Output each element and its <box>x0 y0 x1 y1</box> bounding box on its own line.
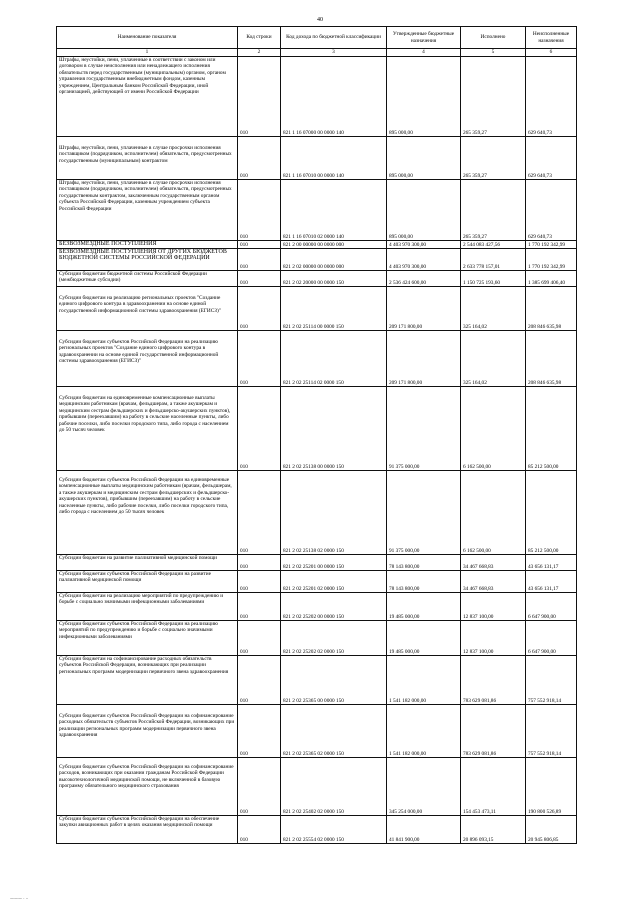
indicator-name: Субсидии бюджетам субъектов Российской Федерации на софинансирование расходов, возникающих при оказании гражданам Российской Федерации высокотехнологичной медицинской помощи, не включенной в базовую программу обязательного медицинского страхования <box>57 758 238 816</box>
indicator-name: Субсидии бюджетам на развитие паллиативной медицинской помощи <box>57 555 238 571</box>
line-code: 010 <box>238 137 281 180</box>
executed-amount: 783 629 081,86 <box>461 656 526 705</box>
approved-amount: 895 000,00 <box>387 137 461 180</box>
indicator-name: Штрафы, неустойки, пени, уплаченные в случае просрочки исполнения поставщиком (подрядчиком, исполнителем) обязательств, предусмотренных государственным (муниципальным) контрактом <box>57 137 238 180</box>
page-number: 40 <box>317 17 323 23</box>
line-code: 010 <box>238 571 281 593</box>
budget-code: 821 2 00 00000 00 0000 000 <box>281 241 387 249</box>
table-row <box>57 249 577 271</box>
line-code: 010 <box>238 758 281 816</box>
approved-amount: 1 541 182 000,00 <box>387 705 461 758</box>
unexecuted-amount: 1 770 192 342,99 <box>526 241 577 249</box>
executed-amount: 325 164,02 <box>461 331 526 387</box>
indicator-name: Субсидии бюджетам на реализацию региональных проектов "Создание единого цифрового контура в здравоохранении на основе единой государственной информационной системы здравоохранения (ЕГИСЗ)" <box>57 287 238 331</box>
budget-code: 821 2 02 25201 00 0000 150 <box>281 555 387 571</box>
unexecuted-amount: 629 640,73 <box>526 137 577 180</box>
unexecuted-amount: 85 212 500,00 <box>526 471 577 555</box>
column-number: 2 <box>238 49 281 57</box>
column-number-row <box>57 49 577 57</box>
indicator-name: Субсидии бюджетам субъектов Российской Федерации на реализацию мероприятий по предупреждению и борьбе с социально значимыми инфекционными заболеваниями <box>57 621 238 656</box>
indicator-name: Субсидии бюджетам субъектов Российской Федерации на обеспечение закупки авиационных работ в целях оказания медицинской помощи <box>57 816 238 844</box>
approved-amount: 19 485 000,00 <box>387 593 461 621</box>
budget-code: 821 2 02 25138 02 0000 150 <box>281 471 387 555</box>
unexecuted-amount: 1 385 699 406,40 <box>526 271 577 287</box>
unexecuted-amount: 43 656 131,17 <box>526 571 577 593</box>
executed-amount: 154 453 473,11 <box>461 758 526 816</box>
line-code: 010 <box>238 331 281 387</box>
budget-code: 821 2 02 25202 02 0000 150 <box>281 621 387 656</box>
table-row <box>57 57 577 137</box>
unexecuted-amount: 757 552 918,14 <box>526 705 577 758</box>
line-code: 010 <box>238 555 281 571</box>
indicator-name: БЕЗВОЗМЕЗДНЫЕ ПОСТУПЛЕНИЯ <box>57 241 238 249</box>
line-code: 010 <box>238 621 281 656</box>
approved-amount: 4 403 970 300,00 <box>387 249 461 271</box>
unexecuted-amount: 629 640,73 <box>526 180 577 241</box>
indicator-name: Субсидии бюджетам на единовременные компенсационные выплаты медицинским работникам (врачам, фельдшерам, а также акушеркам и медицинским сестрам фельдшерских и фельдшерско-акушерских пунктов), прибывшим (переехавшим) на работу в сельские населенные пункты, либо рабочие поселки, либо поселки городского типа, либо города с населением до 50 тысяч человек <box>57 387 238 471</box>
budget-code: 821 2 02 25365 02 0000 150 <box>281 705 387 758</box>
budget-code: 821 2 02 25114 02 0000 150 <box>281 331 387 387</box>
column-number: 4 <box>387 49 461 57</box>
executed-amount: 325 164,02 <box>461 287 526 331</box>
executed-amount: 2 544 083 427,56 <box>461 241 526 249</box>
table-row <box>57 571 577 593</box>
table-row <box>57 593 577 621</box>
approved-amount: 1 541 182 000,00 <box>387 656 461 705</box>
unexecuted-amount: 43 656 131,17 <box>526 555 577 571</box>
unexecuted-amount: 1 770 192 342,99 <box>526 249 577 271</box>
approved-amount: 91 375 000,00 <box>387 387 461 471</box>
executed-amount: 12 837 100,00 <box>461 621 526 656</box>
column-number: 1 <box>57 49 238 57</box>
table-row <box>57 816 577 844</box>
budget-code: 821 1 16 07010 00 0000 140 <box>281 137 387 180</box>
line-code: 010 <box>238 656 281 705</box>
line-code: 010 <box>238 471 281 555</box>
budget-code: 821 2 02 25365 00 0000 150 <box>281 656 387 705</box>
table-row <box>57 387 577 471</box>
executed-amount: 34 467 668,83 <box>461 571 526 593</box>
executed-amount: 265 359,27 <box>461 137 526 180</box>
executed-amount: 2 633 778 157,01 <box>461 249 526 271</box>
line-code: 010 <box>238 387 281 471</box>
executed-amount: 12 837 100,00 <box>461 593 526 621</box>
line-code: 010 <box>238 816 281 844</box>
unexecuted-amount: 629 640,73 <box>526 57 577 137</box>
column-header-line-code: Код строки <box>238 27 281 49</box>
unexecuted-amount: 757 552 918,14 <box>526 656 577 705</box>
budget-execution-table <box>56 26 577 844</box>
approved-amount: 895 000,00 <box>387 57 461 137</box>
budget-code: 821 2 02 25554 02 0000 150 <box>281 816 387 844</box>
column-header-unexecuted: Неисполненные назначения <box>526 27 577 49</box>
table-row <box>57 758 577 816</box>
indicator-name: Субсидии бюджетам на реализацию мероприятий по предупреждению и борьбе с социально значимыми инфекционными заболеваниями <box>57 593 238 621</box>
unexecuted-amount: 20 945 806,85 <box>526 816 577 844</box>
indicator-name: Штрафы, неустойки, пени, уплаченные в соответствии с законом или договором в случае неисполнения или ненадлежащего исполнения обязательств перед государственным (муниципальным) органом, органом управления государственным внебюджетным фондом, казенным учреждением, Центральным банком Российской Федерации, иной организацией, действующей от имени Российской Федерации <box>57 57 238 137</box>
approved-amount: 895 000,00 <box>387 180 461 241</box>
line-code: 010 <box>238 271 281 287</box>
column-number: 6 <box>526 49 577 57</box>
column-header-approved: Утвержденные бюджетные назначения <box>387 27 461 49</box>
unexecuted-amount: 190 800 526,89 <box>526 758 577 816</box>
budget-code: 821 2 02 25201 02 0000 150 <box>281 571 387 593</box>
column-number: 3 <box>281 49 387 57</box>
unexecuted-amount: 208 846 635,98 <box>526 287 577 331</box>
indicator-name: Штрафы, неустойки, пени, уплаченные в случае просрочки исполнения поставщиком (подрядчиком, исполнителем) обязательств, предусмотренных государственным контрактом, заключенным государственным органом субъекта Российской Федерации, казенным учреждением субъекта Российской Федерации <box>57 180 238 241</box>
column-number: 5 <box>461 49 526 57</box>
table-row <box>57 271 577 287</box>
table-row <box>57 180 577 241</box>
line-code: 010 <box>238 241 281 249</box>
indicator-name: Субсидии бюджетам субъектов Российской Федерации на развитие паллиативной медицинской помощи <box>57 571 238 593</box>
table-row <box>57 555 577 571</box>
table-row <box>57 137 577 180</box>
table-row <box>57 287 577 331</box>
scan-footer-mark: ——— · ·· <box>10 896 29 901</box>
indicator-name: Субсидии бюджетам бюджетной системы Российской Федерации (межбюджетные субсидии) <box>57 271 238 287</box>
executed-amount: 6 162 500,00 <box>461 387 526 471</box>
budget-code: 821 2 02 25202 00 0000 150 <box>281 593 387 621</box>
budget-code: 821 2 02 25114 00 0000 150 <box>281 287 387 331</box>
column-header-executed: Исполнено <box>461 27 526 49</box>
indicator-name: Субсидии бюджетам на софинансирование расходных обязательств субъектов Российской Федерации, возникающих при реализации региональных программ модернизации первичного звена здравоохранения <box>57 656 238 705</box>
approved-amount: 19 485 000,00 <box>387 621 461 656</box>
approved-amount: 41 841 900,00 <box>387 816 461 844</box>
unexecuted-amount: 208 846 635,98 <box>526 331 577 387</box>
budget-code: 821 2 02 00000 00 0000 000 <box>281 249 387 271</box>
unexecuted-amount: 6 647 900,00 <box>526 593 577 621</box>
table-row <box>57 331 577 387</box>
indicator-name: БЕЗВОЗМЕЗДНЫЕ ПОСТУПЛЕНИЯ ОТ ДРУГИХ БЮДЖЕТОВ БЮДЖЕТНОЙ СИСТЕМЫ РОССИЙСКОЙ ФЕДЕРАЦИИ <box>57 249 238 271</box>
line-code: 010 <box>238 249 281 271</box>
line-code: 010 <box>238 287 281 331</box>
budget-code: 821 2 02 20000 00 0000 150 <box>281 271 387 287</box>
executed-amount: 20 896 093,15 <box>461 816 526 844</box>
budget-code: 821 2 02 25402 02 0000 150 <box>281 758 387 816</box>
unexecuted-amount: 6 647 900,00 <box>526 621 577 656</box>
line-code: 010 <box>238 180 281 241</box>
executed-amount: 265 359,27 <box>461 180 526 241</box>
budget-code: 821 1 16 07010 02 0000 140 <box>281 180 387 241</box>
indicator-name: Субсидии бюджетам субъектов Российской Федерации на единовременные компенсационные выплаты медицинским работникам (врачам, фельдшерам, а также акушеркам и медицинским сестрам фельдшерских и фельдшерско-акушерских пунктов), прибывшим (переехавшим) на работу в сельские населенные пункты, либо рабочие поселки, либо поселки городского типа, либо города с населением до 50 тысяч человек <box>57 471 238 555</box>
approved-amount: 78 143 800,00 <box>387 555 461 571</box>
executed-amount: 265 359,27 <box>461 57 526 137</box>
table-row <box>57 705 577 758</box>
budget-code: 821 1 16 07000 00 0000 140 <box>281 57 387 137</box>
line-code: 010 <box>238 593 281 621</box>
indicator-name: Субсидии бюджетам субъектов Российской Федерации на реализацию региональных проектов "Создание единого цифрового контура в здравоохранении на основе единой государственной информационной системы здравоохранения (ЕГИСЗ)" <box>57 331 238 387</box>
table-header-row <box>57 27 577 49</box>
approved-amount: 209 171 800,00 <box>387 331 461 387</box>
column-header-name: Наименование показателя <box>57 27 238 49</box>
indicator-name: Субсидии бюджетам субъектов Российской Федерации на софинансирование расходных обязательств субъектов Российской Федерации, возникающих при реализации региональных программ модернизации первичного звена здравоохранения <box>57 705 238 758</box>
unexecuted-amount: 85 212 500,00 <box>526 387 577 471</box>
approved-amount: 91 375 000,00 <box>387 471 461 555</box>
line-code: 010 <box>238 705 281 758</box>
executed-amount: 783 629 081,86 <box>461 705 526 758</box>
approved-amount: 345 254 000,00 <box>387 758 461 816</box>
approved-amount: 4 403 970 300,00 <box>387 241 461 249</box>
approved-amount: 78 143 800,00 <box>387 571 461 593</box>
table-row <box>57 471 577 555</box>
table-row <box>57 241 577 249</box>
executed-amount: 34 467 668,83 <box>461 555 526 571</box>
executed-amount: 1 150 725 193,60 <box>461 271 526 287</box>
budget-code: 821 2 02 25138 00 0000 150 <box>281 387 387 471</box>
line-code: 010 <box>238 57 281 137</box>
approved-amount: 2 536 424 600,00 <box>387 271 461 287</box>
table-row <box>57 656 577 705</box>
executed-amount: 6 162 500,00 <box>461 471 526 555</box>
table-row <box>57 621 577 656</box>
column-header-budget-code: Код дохода по бюджетной классификации <box>281 27 387 49</box>
approved-amount: 209 171 800,00 <box>387 287 461 331</box>
